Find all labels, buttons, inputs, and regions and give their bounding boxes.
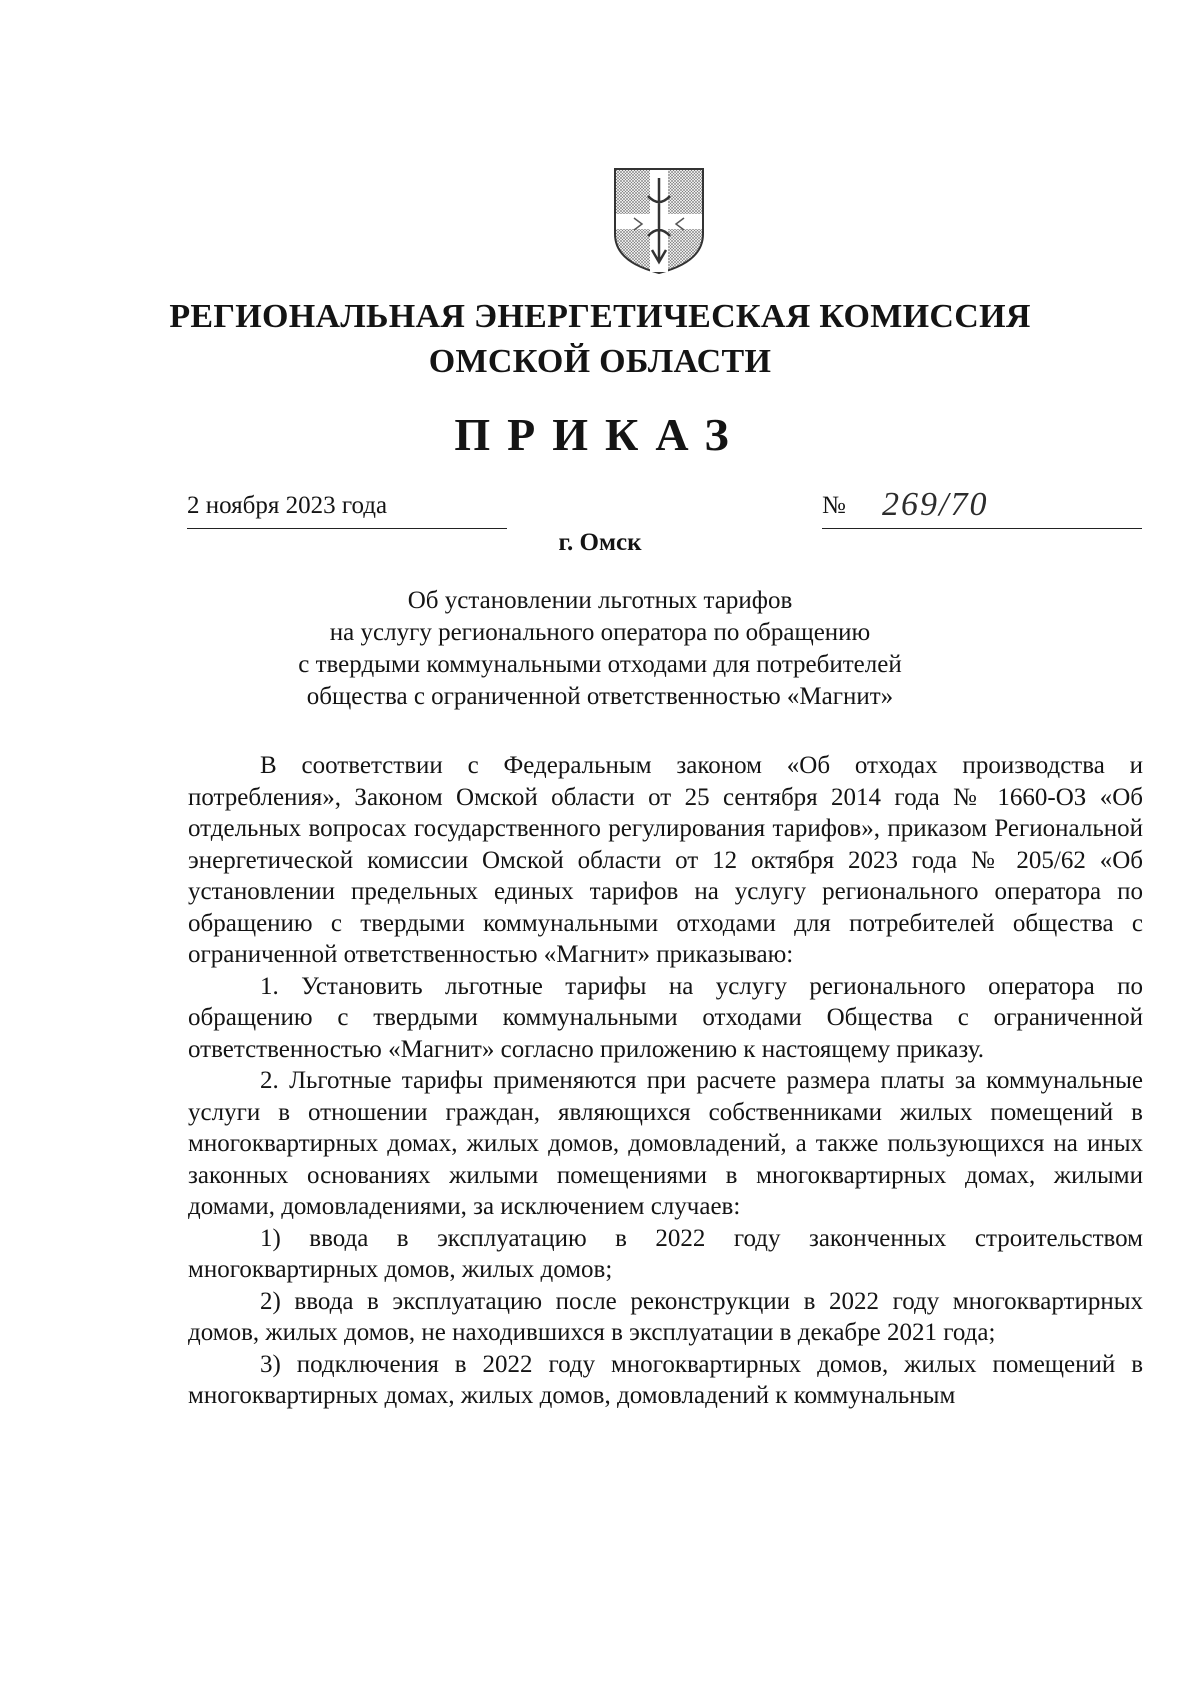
- preamble-paragraph: В соответствии с Федеральным законом «Об отходах производства и потребления», Законом Омской области от 25 сентября 2014 года № 1660-ОЗ «Об отдельных вопросах государственного регулирования тарифов», приказом Региональной энергетической комиссии Омской области от 12 октября 2023 года № 205/62 «Об установлении предельных единых тарифов на услугу регионального оператора по обращению с твердыми коммунальными отходами для потребителей общества с ограниченной ответственностью «Магнит» приказываю:: [188, 752, 1143, 968]
- clause-2-paragraph: 2. Льготные тарифы применяются при расчете размера платы за коммунальные услуги в отношении граждан, являющихся собственниками жилых помещений в многоквартирных домах, жилых домов, домовладений, а также пользующихся на иных законных основаниях жилыми помещениями в многоквартирных домах, жилыми домами, домовладениями, за исключением случаев:: [188, 1067, 1143, 1220]
- subject-line: Об установлении льготных тарифов: [407, 587, 793, 614]
- document-type-heading: ПРИКАЗ: [454, 409, 746, 460]
- handwritten-order-number: 269/70: [882, 486, 989, 523]
- order-date: 2 ноября 2023 года: [187, 492, 388, 519]
- city-of-issue: г. Омск: [558, 529, 642, 556]
- order-number-field: [822, 486, 1142, 529]
- subject-line: на услугу регионального оператора по обращению: [329, 619, 871, 646]
- order-subject: [0, 585, 1200, 713]
- order-body: [188, 750, 1143, 1412]
- order-date-field: [187, 492, 507, 529]
- number-sign: №: [822, 492, 846, 519]
- subject-line: общества с ограниченной ответственностью «Магнит»: [306, 683, 894, 710]
- exception-2-paragraph: 2) ввода в эксплуатацию после реконструкции в 2022 году многоквартирных домов, жилых домов, не находившихся в эксплуатации в декабре 2021 года;: [188, 1287, 1143, 1346]
- clause-1-paragraph: 1. Установить льготные тарифы на услугу регионального оператора по обращению с твердыми коммунальными отходами Общества с ограниченной ответственностью «Магнит» согласно приложению к настоящему приказу.: [188, 972, 1143, 1063]
- exception-1-paragraph: 1) ввода в эксплуатацию в 2022 году законченных строительством многоквартирных домов, жилых домов;: [188, 1224, 1143, 1283]
- exception-3-paragraph: 3) подключения в 2022 году многоквартирных домов, жилых помещений в многоквартирных домах, жилых домов, домовладений к коммунальным: [188, 1350, 1143, 1409]
- organization-title-line-1: РЕГИОНАЛЬНАЯ ЭНЕРГЕТИЧЕСКАЯ КОМИССИЯ: [169, 298, 1031, 335]
- omsk-oblast-coat-of-arms-icon: [612, 166, 706, 276]
- organization-title-line-2: ОМСКОЙ ОБЛАСТИ: [428, 343, 772, 380]
- subject-line: с твердыми коммунальными отходами для потребителей: [298, 651, 902, 678]
